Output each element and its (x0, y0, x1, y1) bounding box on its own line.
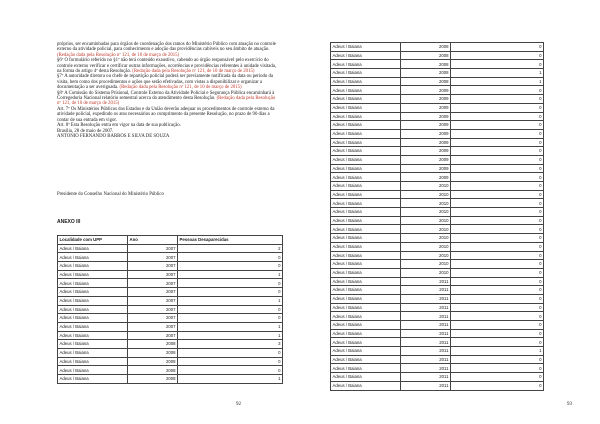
cell-year: 2011 (401, 355, 451, 364)
cell-location: Adeus / Baiana (331, 182, 401, 191)
cell-missing-count: 0 (178, 262, 283, 271)
cell-location: Adeus / Baiana (331, 164, 401, 173)
cell-location: Adeus / Baiana (58, 366, 128, 375)
cell-missing-count: 0 (178, 366, 283, 375)
paragraph: próprios, ser encaminhadas para órgãos de coordenação dos ramos do Ministério Público com atuação no controle externo da atividade policial, para conhecimento e adoção das providências cabíveis no seu âmbito de atuação. (Redação dada pela Resolução nº 121, de 10 de março de 2015) (57, 42, 276, 58)
cell-missing-count: 0 (451, 147, 544, 156)
cell-year: 2011 (401, 303, 451, 312)
cell-year: 2007 (128, 296, 178, 305)
body-text (57, 42, 279, 139)
cell-location: Adeus / Baiana (58, 340, 128, 349)
cell-location: Adeus / Baiana (331, 129, 401, 138)
missing-persons-table-continued (330, 42, 544, 391)
cell-year: 2008 (128, 375, 178, 384)
table-row (58, 296, 283, 305)
cell-location: Adeus / Baiana (331, 294, 401, 303)
cell-location: Adeus / Baiana (58, 331, 128, 340)
table-row (331, 190, 544, 199)
cell-year: 2009 (401, 155, 451, 164)
cell-location: Adeus / Baiana (58, 244, 128, 253)
cell-year: 2007 (128, 331, 178, 340)
annex-title: ANEXO III (57, 219, 81, 225)
cell-missing-count: 1 (178, 375, 283, 384)
table-row (58, 262, 283, 271)
cell-year: 2007 (128, 253, 178, 262)
cell-missing-count: 0 (451, 381, 544, 390)
cell-year: 2007 (128, 244, 178, 253)
cell-year: 2008 (128, 366, 178, 375)
cell-year: 2009 (401, 95, 451, 104)
cell-missing-count: 3 (178, 340, 283, 349)
cell-location: Adeus / Baiana (331, 260, 401, 269)
cell-location: Adeus / Baiana (58, 279, 128, 288)
cell-missing-count: 0 (451, 303, 544, 312)
table-row (331, 86, 544, 95)
cell-missing-count: 0 (451, 286, 544, 295)
cell-missing-count: 0 (451, 51, 544, 60)
cell-missing-count: 0 (451, 173, 544, 182)
cell-location: Adeus / Baiana (331, 216, 401, 225)
cell-year: 2007 (128, 270, 178, 279)
table-row (331, 338, 544, 347)
cell-missing-count: 0 (451, 312, 544, 321)
cell-year: 2007 (128, 279, 178, 288)
cell-year: 2009 (401, 112, 451, 121)
table-row (331, 182, 544, 191)
cell-missing-count: 1 (178, 296, 283, 305)
cell-missing-count: 0 (178, 288, 283, 297)
cell-year: 2011 (401, 286, 451, 295)
cell-year: 2010 (401, 242, 451, 251)
cell-location: Adeus / Baiana (331, 355, 401, 364)
cell-missing-count: 0 (451, 329, 544, 338)
cell-year: 2010 (401, 182, 451, 191)
table-row (331, 173, 544, 182)
header-location: Localidade com UPP (58, 236, 128, 245)
cell-location: Adeus / Baiana (331, 268, 401, 277)
amendment-note: (Redação dada pela Resolução nº 121, de 10 de março de 2015) (119, 85, 242, 91)
cell-year: 2009 (401, 147, 451, 156)
cell-year: 2010 (401, 199, 451, 208)
cell-year: 2011 (401, 364, 451, 373)
cell-location: Adeus / Baiana (331, 321, 401, 330)
cell-location: Adeus / Baiana (58, 262, 128, 271)
table-row (331, 121, 544, 130)
table-row (58, 340, 283, 349)
cell-location: Adeus / Baiana (331, 173, 401, 182)
cell-year: 2010 (401, 225, 451, 234)
cell-missing-count: 0 (451, 242, 544, 251)
cell-location: Adeus / Baiana (331, 381, 401, 390)
header-year: Ano (128, 236, 178, 245)
cell-year: 2008 (401, 77, 451, 86)
table-row (331, 147, 544, 156)
table-row (58, 270, 283, 279)
cell-missing-count: 0 (451, 321, 544, 330)
cell-year: 2010 (401, 216, 451, 225)
cell-missing-count: 0 (451, 373, 544, 382)
cell-location: Adeus / Baiana (58, 253, 128, 262)
cell-missing-count: 0 (451, 355, 544, 364)
paragraph: Art. 8º Esta Resolução entra em vigor na data de sua publicação. (57, 123, 181, 129)
cell-location: Adeus / Baiana (331, 86, 401, 95)
table-row (331, 129, 544, 138)
cell-year: 2007 (128, 322, 178, 331)
cell-year: 2007 (128, 314, 178, 323)
cell-location: Adeus / Baiana (331, 329, 401, 338)
cell-year: 2011 (401, 347, 451, 356)
cell-location: Adeus / Baiana (58, 348, 128, 357)
cell-location: Adeus / Baiana (58, 322, 128, 331)
cell-location: Adeus / Baiana (331, 95, 401, 104)
cell-missing-count: 1 (451, 347, 544, 356)
table-row (58, 244, 283, 253)
table-row (331, 43, 544, 52)
cell-missing-count: 0 (451, 199, 544, 208)
cell-year: 2011 (401, 312, 451, 321)
signatory-name: ANTONIO FERNANDO BARROS E SILVA DE SOUZA (57, 133, 170, 139)
table-row (331, 373, 544, 382)
cell-missing-count: 0 (451, 112, 544, 121)
table-row (331, 381, 544, 390)
cell-year: 2010 (401, 190, 451, 199)
cell-year: 2010 (401, 268, 451, 277)
cell-missing-count: 0 (451, 60, 544, 69)
table-row (331, 60, 544, 69)
cell-location: Adeus / Baiana (331, 69, 401, 78)
table-row (331, 77, 544, 86)
table-row (58, 314, 283, 323)
table-row (331, 112, 544, 121)
cell-missing-count: 0 (451, 43, 544, 52)
paragraph: Brasília, 28 de maio de 2007. (57, 128, 114, 134)
table-row (58, 357, 283, 366)
cell-location: Adeus / Baiana (331, 208, 401, 217)
table-row (331, 234, 544, 243)
table-header-row (58, 236, 283, 245)
cell-location: Adeus / Baiana (58, 296, 128, 305)
cell-missing-count: 1 (178, 331, 283, 340)
cell-location: Adeus / Baiana (331, 190, 401, 199)
cell-year: 2008 (401, 69, 451, 78)
cell-location: Adeus / Baiana (331, 112, 401, 121)
signatory-role: Presidente do Conselho Nacional do Ministério Público (57, 192, 164, 197)
table-row (331, 242, 544, 251)
table-row (58, 253, 283, 262)
cell-missing-count: 1 (178, 322, 283, 331)
paragraph: §7º A autoridade diretora ou chefe de repartição policial poderá ser previamente notificada da data ou período da visita, bem como dos procedimentos e ações que serão efetivadas, com vistas a disponibilizar e organizar a documentação a ser averiguada. (Redação dada pela Resolução nº 121, de 10 de março de 2015) (57, 74, 274, 91)
table-row (331, 208, 544, 217)
cell-missing-count: 0 (451, 260, 544, 269)
cell-year: 2009 (401, 129, 451, 138)
cell-year: 2010 (401, 234, 451, 243)
cell-location: Adeus / Baiana (58, 314, 128, 323)
paragraph: Art. 7º Os Ministérios Públicos dos Estados e da União deverão adequar os procedimentos de controle externo da atividade policial, expedindo os atos necessários ao cumprimento da presente Resolução, no prazo de 90 dias a contar de sua entrada em vigor. (57, 106, 275, 123)
cell-missing-count: 0 (451, 294, 544, 303)
table-row (331, 164, 544, 173)
cell-year: 2009 (401, 121, 451, 130)
cell-year: 2008 (401, 60, 451, 69)
table-row (331, 51, 544, 60)
table-row (331, 155, 544, 164)
cell-year: 2008 (128, 357, 178, 366)
cell-missing-count: 1 (451, 69, 544, 78)
cell-missing-count: 0 (451, 251, 544, 260)
cell-location: Adeus / Baiana (58, 288, 128, 297)
table-row (331, 286, 544, 295)
cell-missing-count: 0 (451, 364, 544, 373)
cell-location: Adeus / Baiana (331, 138, 401, 147)
cell-missing-count: 0 (178, 314, 283, 323)
amendment-note: (Redação dada pela Resolução nº 121, de 10 de março de 2015) (132, 69, 255, 75)
cell-year: 2009 (401, 86, 451, 95)
paragraph: §6º O formulário referido no §1º não terá conteúdo exaustivo, cabendo ao órgão responsável pelo exercício do controle externo verificar e certificar outras informações, ocorrências e providências referentes à unidade visitada, na forma do artigo 4º desta Resolução. (Redação dada pela Resolução nº 121, de 10 de março de 2015) (57, 58, 277, 75)
table-row (58, 375, 283, 384)
cell-missing-count: 0 (451, 225, 544, 234)
cell-location: Adeus / Baiana (331, 199, 401, 208)
cell-location: Adeus / Baiana (331, 364, 401, 373)
table-row (58, 279, 283, 288)
table-row (58, 366, 283, 375)
table-row (331, 251, 544, 260)
header-missing-persons: Pessoas Desaparecidas (178, 236, 283, 245)
cell-location: Adeus / Baiana (331, 121, 401, 130)
table-row (331, 95, 544, 104)
table-row (331, 312, 544, 321)
cell-location: Adeus / Baiana (331, 251, 401, 260)
cell-location: Adeus / Baiana (58, 270, 128, 279)
cell-missing-count: 0 (451, 155, 544, 164)
cell-location: Adeus / Baiana (331, 312, 401, 321)
paragraph: §8º A Comissão do Sistema Prisional, Controle Externo da Atividade Policial e Segurança Pública encaminhará à Corregedoria Nacional relatório semestral acerca do atendimento desta Resolução. (Redação dada pela Resolução nº 121, de 10 de março de 2015) (57, 90, 276, 107)
cell-location: Adeus / Baiana (331, 303, 401, 312)
cell-location: Adeus / Baiana (331, 60, 401, 69)
cell-location: Adeus / Baiana (331, 77, 401, 86)
cell-year: 2008 (128, 340, 178, 349)
cell-year: 2010 (401, 260, 451, 269)
cell-missing-count: 0 (178, 279, 283, 288)
cell-missing-count: 1 (178, 270, 283, 279)
cell-missing-count: 0 (451, 277, 544, 286)
cell-location: Adeus / Baiana (331, 155, 401, 164)
cell-missing-count: 0 (451, 216, 544, 225)
cell-location: Adeus / Baiana (331, 147, 401, 156)
cell-year: 2011 (401, 329, 451, 338)
cell-year: 2010 (401, 208, 451, 217)
cell-year: 2008 (128, 348, 178, 357)
cell-missing-count: 1 (451, 77, 544, 86)
missing-persons-table (57, 235, 283, 384)
cell-location: Adeus / Baiana (331, 43, 401, 52)
table-row (331, 329, 544, 338)
table-row (331, 69, 544, 78)
cell-missing-count: 0 (451, 190, 544, 199)
table-row (58, 348, 283, 357)
table-row (58, 331, 283, 340)
cell-year: 2007 (128, 262, 178, 271)
cell-location: Adeus / Baiana (331, 373, 401, 382)
table-row (331, 138, 544, 147)
table-row (331, 294, 544, 303)
table-row (331, 321, 544, 330)
table-row (331, 347, 544, 356)
cell-year: 2009 (401, 164, 451, 173)
cell-year: 2011 (401, 373, 451, 382)
table-row (331, 277, 544, 286)
cell-missing-count: 0 (178, 253, 283, 262)
table-row (331, 225, 544, 234)
cell-location: Adeus / Baiana (331, 338, 401, 347)
cell-missing-count: 0 (451, 129, 544, 138)
right-page (300, 0, 600, 424)
cell-missing-count: 0 (178, 305, 283, 314)
cell-year: 2009 (401, 103, 451, 112)
table-row (331, 355, 544, 364)
cell-location: Adeus / Baiana (331, 103, 401, 112)
cell-location: Adeus / Baiana (331, 347, 401, 356)
cell-missing-count: 0 (178, 357, 283, 366)
cell-missing-count: 0 (178, 348, 283, 357)
cell-location: Adeus / Baiana (331, 277, 401, 286)
cell-location: Adeus / Baiana (331, 242, 401, 251)
cell-missing-count: 2 (178, 244, 283, 253)
table-row (331, 303, 544, 312)
cell-missing-count: 0 (451, 338, 544, 347)
page-number: 93 (567, 402, 572, 407)
cell-year: 2009 (401, 138, 451, 147)
cell-location: Adeus / Baiana (331, 234, 401, 243)
cell-year: 2008 (401, 51, 451, 60)
page-number: 92 (236, 402, 241, 407)
amendment-note: (Redação dada pela Resolução nº 121, de 10 de março de 2015) (57, 96, 276, 107)
table-row (331, 268, 544, 277)
cell-missing-count: 0 (451, 208, 544, 217)
cell-year: 2011 (401, 294, 451, 303)
cell-year: 2011 (401, 277, 451, 286)
cell-year: 2008 (401, 43, 451, 52)
table-row (331, 199, 544, 208)
cell-missing-count: 0 (451, 95, 544, 104)
cell-missing-count: 0 (451, 121, 544, 130)
cell-missing-count: 0 (451, 182, 544, 191)
cell-location: Adeus / Baiana (331, 286, 401, 295)
table-row (58, 322, 283, 331)
cell-year: 2010 (401, 251, 451, 260)
cell-missing-count: 0 (451, 164, 544, 173)
table-row (331, 260, 544, 269)
cell-location: Adeus / Baiana (331, 225, 401, 234)
cell-location: Adeus / Baiana (58, 375, 128, 384)
cell-missing-count: 0 (451, 138, 544, 147)
cell-missing-count: 0 (451, 103, 544, 112)
cell-year: 2011 (401, 381, 451, 390)
cell-missing-count: 0 (451, 268, 544, 277)
table-row (58, 288, 283, 297)
table-row (331, 216, 544, 225)
cell-year: 2007 (128, 305, 178, 314)
table-row (331, 103, 544, 112)
cell-year: 2011 (401, 321, 451, 330)
cell-location: Adeus / Baiana (58, 305, 128, 314)
cell-year: 2007 (128, 288, 178, 297)
cell-year: 2009 (401, 173, 451, 182)
cell-location: Adeus / Baiana (58, 357, 128, 366)
cell-location: Adeus / Baiana (331, 51, 401, 60)
cell-missing-count: 0 (451, 234, 544, 243)
amendment-note: (Redação dada pela Resolução nº 121, de 10 de março de 2015) (57, 52, 180, 58)
cell-year: 2011 (401, 338, 451, 347)
cell-missing-count: 0 (451, 86, 544, 95)
table-row (58, 305, 283, 314)
table-row (331, 364, 544, 373)
